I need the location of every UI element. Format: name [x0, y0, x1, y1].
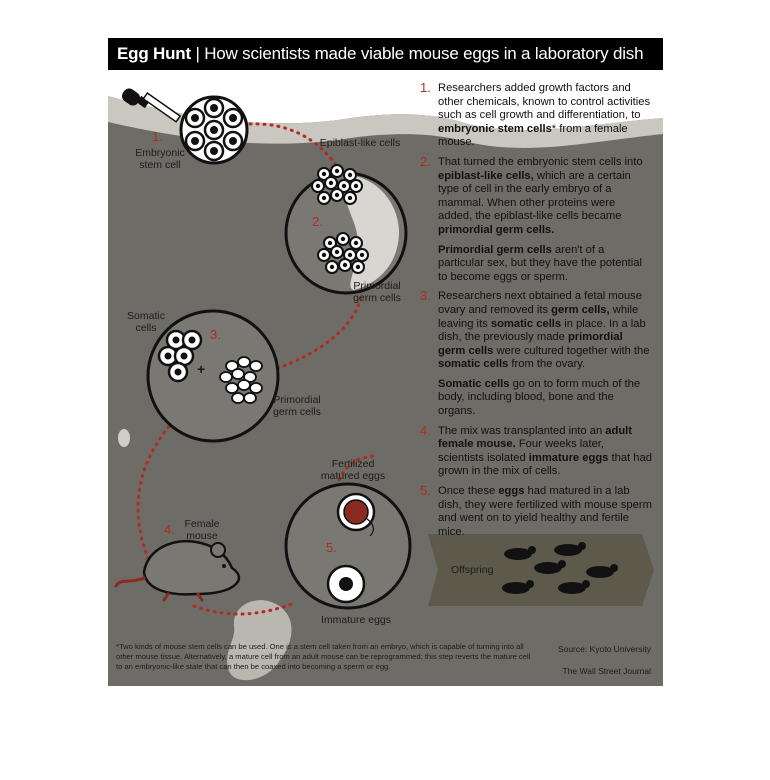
egg-dish	[286, 484, 410, 608]
step-4-number: 4.	[420, 422, 431, 438]
step-5: 5. Once these eggs had matured in a lab dish, they were fertilized with mouse sperm and went on to yield healthy and fertile mice.	[420, 483, 652, 538]
epiblast-dish	[286, 165, 406, 293]
immature-eggs-label: Immature eggs	[320, 614, 392, 626]
note-somatic-cells: Somatic cells go on to form much of the body, including blood, bone and the organs.	[438, 377, 641, 418]
step-1-number: 1.	[420, 80, 431, 95]
epiblast-like-cells-label: Epiblast-like cells	[319, 137, 401, 149]
step-4: 4. The mix was transplanted into an adult female mouse. Four weeks later, scientists isolated immature eggs that had grown in the mix of cells.	[420, 422, 652, 478]
publisher-credit: The Wall Street Journal	[562, 666, 651, 676]
immature-egg-icon	[328, 566, 364, 602]
plus-sign: +	[197, 361, 206, 377]
female-mouse-label: Female mouse	[184, 518, 220, 542]
female-mouse-icon	[116, 541, 239, 600]
infographic	[108, 38, 663, 686]
step-2: 2. That turned the embryonic stem cells into epiblast-like cells, which are a certain type of cell in the early embryo of a mammal. When other proteins were added, the epiblast-like cells became primordial germ cells.	[420, 153, 643, 236]
step2-number: 2.	[312, 214, 323, 229]
step4-number: 4.	[164, 522, 175, 537]
note-primordial-germ-cells: Primordial germ cells aren't of a particular sex, but they have the potential to become eggs or sperm.	[438, 243, 642, 283]
step-descriptions	[420, 82, 652, 545]
offspring-label: Offspring	[451, 564, 494, 576]
step-1: 1. Researchers added growth factors and other chemicals, known to control activities such as cell growth and differentiation, to embryonic stem cells* from a female mouse.	[420, 80, 651, 149]
highlight-blob	[118, 429, 130, 447]
title-separator: |	[195, 44, 200, 63]
primordial-germ-cells-label-2: Primordial germ cells	[273, 394, 321, 418]
step-5-number: 5.	[420, 483, 431, 499]
embryonic-stem-cell-dish	[181, 97, 247, 163]
fertilized-matured-eggs-label: Fertilized matured eggs	[320, 458, 386, 482]
embryonic-stem-cell-label: Embryonic stem cell	[135, 147, 185, 171]
step-3-number: 3.	[420, 288, 431, 304]
step5-number: 5.	[326, 540, 337, 555]
title-bar	[108, 38, 663, 70]
footnote: *Two kinds of mouse stem cells can be used. One is a stem cell taken from an embryo, which is capable of turning into all other mouse tissue. Alternatively, a mature cell from an adult mouse can be reprogrammed; this step reverts the mature cell to an embryonic-like state that can then be coaxed into becoming a sperm or egg.	[116, 642, 531, 671]
somatic-cells-label: Somatic cells	[127, 310, 165, 334]
step1-number: 1.	[152, 129, 163, 144]
step-3: 3. Researchers next obtained a fetal mouse ovary and removed its germ cells, while leaving its somatic cells in place. In a lab dish, the previously made primordial germ cells were cultured together with the somatic cells from the ovary.	[420, 288, 650, 371]
step3-number: 3.	[210, 327, 221, 342]
step-2-number: 2.	[420, 153, 431, 169]
source-credit: Source: Kyoto University	[557, 644, 651, 654]
title-headline: How scientists made viable mouse eggs in a laboratory dish	[204, 44, 644, 63]
title-brand: Egg Hunt	[117, 44, 191, 63]
primordial-germ-cells-label: Primordial germ cells	[353, 280, 401, 304]
